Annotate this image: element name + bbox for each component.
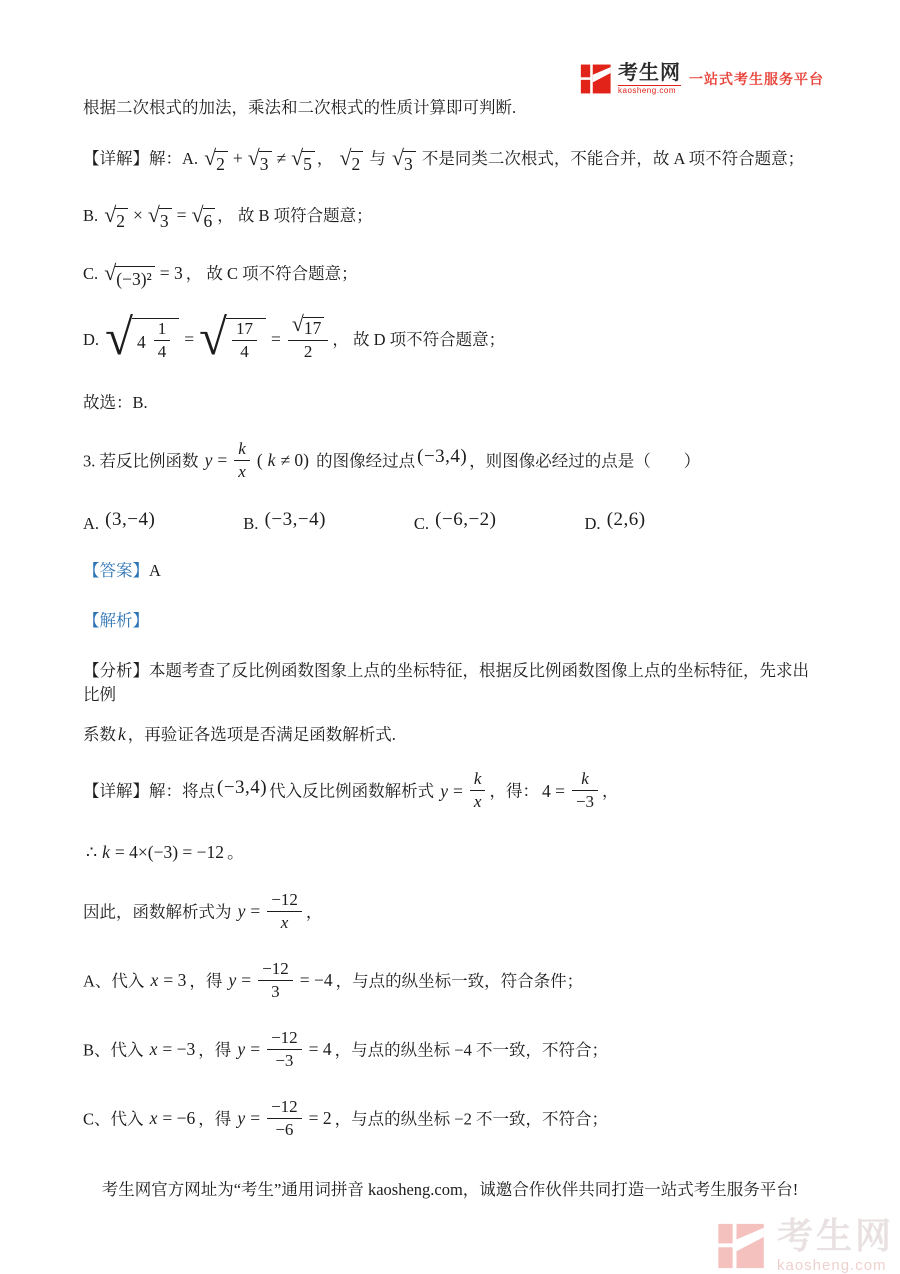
fraction xyxy=(258,959,293,1002)
radical-sign: √ xyxy=(199,309,228,366)
text-span: 【详解】解：将点 xyxy=(83,781,215,801)
document-body xyxy=(83,96,823,1168)
radical-sign: √ xyxy=(105,309,134,366)
text-span: ， xyxy=(305,902,323,922)
numerator: −12 xyxy=(271,1028,298,1048)
math-text: = xyxy=(250,1108,261,1129)
text-span: 。 xyxy=(227,843,244,863)
radical-sign: √ xyxy=(204,145,217,170)
math-text: + xyxy=(232,147,243,168)
math-coordinates: (3,−4) xyxy=(105,508,156,530)
numerator: −12 xyxy=(271,1097,298,1117)
sqrt-expression xyxy=(105,309,179,366)
sqrt-expression xyxy=(392,145,416,177)
numerator: 17 xyxy=(236,319,254,339)
solution-line xyxy=(83,261,823,292)
fraction xyxy=(470,769,486,812)
solution-line xyxy=(83,1030,823,1073)
kaosheng-logo xyxy=(580,62,681,96)
solution-line xyxy=(83,96,823,120)
radicand: 2 xyxy=(351,151,364,177)
numerator: −12 xyxy=(271,889,298,909)
numerator: k xyxy=(473,769,482,789)
text-span: A. xyxy=(83,513,104,533)
text-span: B. xyxy=(83,206,103,226)
math-text: = 4×(−3) = −12 xyxy=(114,842,225,863)
text-span: A xyxy=(149,561,161,581)
fraction xyxy=(234,439,250,482)
text-span: B. xyxy=(243,513,263,533)
math-variable: y xyxy=(228,970,237,991)
watermark xyxy=(717,1215,894,1274)
text-span: 【详解】解：A. xyxy=(83,148,203,168)
radicand xyxy=(132,318,179,364)
math-text: = −3 xyxy=(162,1039,196,1060)
radical-sign: √ xyxy=(339,145,352,170)
watermark-name: 考生网 xyxy=(776,1215,894,1256)
watermark-text xyxy=(776,1215,894,1274)
denominator: 4 xyxy=(154,340,171,362)
fraction xyxy=(572,769,598,812)
logo-tagline: 一站式考生服务平台 xyxy=(689,71,824,87)
text-span: 不是同类二次根式，不能合并，故 A 项不符合题意； xyxy=(417,148,805,168)
footer-notice: 考生网官方网址为“考生”通用词拼音 kaosheng.com，诚邀合作伙伴共同打造一站式考生服务平台! xyxy=(101,1180,799,1199)
radical-sign: √ xyxy=(104,260,117,285)
section-label: 【解析】 xyxy=(83,611,149,631)
text-span: 【分析】本题考查了反比例函数图象上点的坐标特征，根据反比例函数图像上点的坐标特征，先求出比例 xyxy=(83,661,809,705)
solution-line xyxy=(83,1099,823,1142)
math-variable: x xyxy=(150,970,159,991)
denominator: x xyxy=(470,790,486,812)
math-text: = xyxy=(217,449,228,470)
text-span: 3. 若反比例函数 xyxy=(83,450,203,470)
radicand xyxy=(226,318,266,364)
radicand: (−3)² xyxy=(115,266,155,292)
math-variable: y xyxy=(237,1039,246,1060)
text-span: ，得 xyxy=(198,1040,236,1060)
math-text: = 3 xyxy=(163,970,187,991)
logo-text xyxy=(618,63,681,95)
text-span: 故选：B. xyxy=(83,392,148,412)
math-text: 4 xyxy=(137,331,146,352)
math-text: 4 = xyxy=(541,780,565,801)
text-span: ， 故 B 项符合题意； xyxy=(217,206,373,226)
logo-name: 考生网 xyxy=(618,62,681,84)
solution-line xyxy=(83,958,823,1004)
math-variable: x xyxy=(149,1108,158,1129)
sqrt-expression xyxy=(104,260,155,292)
denominator: −3 xyxy=(267,1049,302,1071)
solution-line xyxy=(83,510,823,538)
radical-sign: √ xyxy=(392,145,405,170)
text-span: C. xyxy=(413,513,434,533)
denominator: −6 xyxy=(267,1118,302,1140)
math-text: = xyxy=(176,205,187,226)
radicand: 2 xyxy=(115,208,128,234)
math-text: ≠ xyxy=(276,147,287,168)
fraction xyxy=(288,311,329,362)
denominator: 4 xyxy=(232,340,257,362)
fraction xyxy=(267,890,302,933)
page-header xyxy=(580,62,824,96)
denominator: x xyxy=(267,911,302,933)
math-text: = 4 xyxy=(308,1039,332,1060)
radicand: 6 xyxy=(203,208,216,234)
text-span: C. xyxy=(83,263,103,283)
text-span: 与 xyxy=(365,148,391,168)
math-text: = 2 xyxy=(308,1108,332,1129)
fraction xyxy=(267,1097,302,1140)
math-text: = xyxy=(271,329,281,350)
numerator xyxy=(288,311,329,340)
solution-line xyxy=(83,889,823,935)
radicand: 3 xyxy=(259,151,272,177)
solution-line xyxy=(83,609,823,633)
math-text: = −6 xyxy=(162,1108,196,1129)
text-span: B、代入 xyxy=(83,1040,148,1060)
math-coordinates: (−3,4) xyxy=(417,445,468,467)
math-text: × xyxy=(133,205,143,226)
watermark-domain: kaosheng.com xyxy=(776,1257,887,1274)
text-span: D. xyxy=(584,513,605,533)
radical-sign: √ xyxy=(191,203,204,228)
math-variable: y xyxy=(440,780,449,801)
radical-sign: √ xyxy=(104,203,117,228)
radical-sign: √ xyxy=(291,145,304,170)
math-coordinates: (−3,4) xyxy=(217,776,268,798)
radicand: 5 xyxy=(302,151,315,177)
math-coordinates: (−3,−4) xyxy=(264,508,326,530)
text-span: ，则图像必经过的点是（ ） xyxy=(469,450,701,470)
sqrt-expression xyxy=(247,145,272,177)
sqrt-expression xyxy=(147,203,172,234)
radical-sign: √ xyxy=(247,145,260,170)
fraction xyxy=(154,319,171,362)
text-span: ，与点的纵坐标 −2 不一致，不符合； xyxy=(334,1109,608,1129)
math-variable: y xyxy=(237,1108,246,1129)
text-span: ，得： xyxy=(489,781,539,801)
solution-line xyxy=(83,722,823,747)
math-variable: x xyxy=(149,1039,158,1060)
sqrt-expression xyxy=(291,145,315,177)
fraction xyxy=(267,1028,302,1071)
sqrt-expression xyxy=(339,145,364,177)
sqrt-expression xyxy=(191,203,216,234)
text-span: 代入反比例函数解析式 xyxy=(269,781,439,801)
math-variable: y xyxy=(204,449,213,470)
math-text: = xyxy=(250,1039,261,1060)
math-text: = xyxy=(241,970,252,991)
solution-line xyxy=(83,309,823,366)
text-span: 根据二次根式的加法，乘法和二次根式的性质计算即可判断. xyxy=(83,98,517,117)
math-coordinates: (−6,−2) xyxy=(435,508,497,530)
sqrt-expression xyxy=(199,309,266,366)
text-span: C、代入 xyxy=(83,1109,148,1129)
text-span: ， 故 C 项不符合题意； xyxy=(185,263,358,283)
sqrt-expression xyxy=(104,203,128,234)
watermark-logo-icon xyxy=(717,1220,769,1272)
radicand: 3 xyxy=(403,151,416,177)
sqrt-expression xyxy=(204,145,228,177)
solution-line xyxy=(83,659,823,707)
math-coordinates: (2,6) xyxy=(606,508,646,530)
text-span: ，得 xyxy=(189,971,227,991)
text-span: ，得 xyxy=(198,1109,236,1129)
text-span: D. xyxy=(83,330,104,350)
math-text: = xyxy=(184,329,195,350)
numerator: k xyxy=(581,769,589,789)
math-text: = xyxy=(250,901,261,922)
radical-sign: √ xyxy=(147,203,160,228)
text-span: ， xyxy=(316,148,338,168)
math-text: ( xyxy=(256,449,263,470)
math-text: ∴ xyxy=(86,842,98,863)
text-span: 系数 xyxy=(83,724,116,744)
text-span: ，再验证各选项是否满足函数解析式. xyxy=(127,724,396,744)
math-variable: k xyxy=(118,723,126,744)
text-span: 因此，函数解析式为 xyxy=(83,902,236,922)
numerator: −12 xyxy=(262,958,289,978)
solution-line xyxy=(83,146,823,177)
section-label: 【答案】 xyxy=(83,561,149,581)
sqrt-expression xyxy=(291,311,325,339)
solution-line xyxy=(83,840,823,865)
text-span: ， xyxy=(602,781,619,801)
solution-line xyxy=(83,438,823,484)
text-span: ，与点的纵坐标 −4 不一致，不符合； xyxy=(334,1040,608,1060)
radicand: 17 xyxy=(303,317,325,339)
radicand: 3 xyxy=(159,208,172,234)
logo-domain: kaosheng.com xyxy=(618,85,681,95)
math-text: = 3 xyxy=(159,262,183,283)
numerator: 1 xyxy=(157,319,167,339)
solution-line xyxy=(83,203,823,234)
solution-line xyxy=(83,391,823,415)
math-variable: y xyxy=(237,901,246,922)
text-span: 的图像经过点 xyxy=(312,450,416,470)
denominator: 3 xyxy=(258,980,293,1002)
solution-line xyxy=(83,559,823,583)
denominator: −3 xyxy=(572,790,598,812)
solution-line xyxy=(83,771,823,814)
denominator: 2 xyxy=(288,340,329,362)
math-variable: k xyxy=(102,842,110,863)
fraction xyxy=(232,319,257,362)
denominator: x xyxy=(234,460,250,482)
mixed-number xyxy=(134,321,174,364)
numerator: k xyxy=(238,438,246,458)
math-text: ≠ 0) xyxy=(280,449,309,470)
math-variable: k xyxy=(267,449,276,470)
math-text: = −4 xyxy=(299,970,333,991)
text-span: ，与点的纵坐标一致，符合条件； xyxy=(335,971,584,991)
radicand: 2 xyxy=(215,151,228,177)
radical-sign: √ xyxy=(291,311,304,336)
math-text: = xyxy=(453,780,463,801)
text-span: A、代入 xyxy=(83,971,149,991)
text-span: ， 故 D 项不符合题意； xyxy=(332,330,506,350)
kaosheng-logo-icon xyxy=(580,62,614,96)
